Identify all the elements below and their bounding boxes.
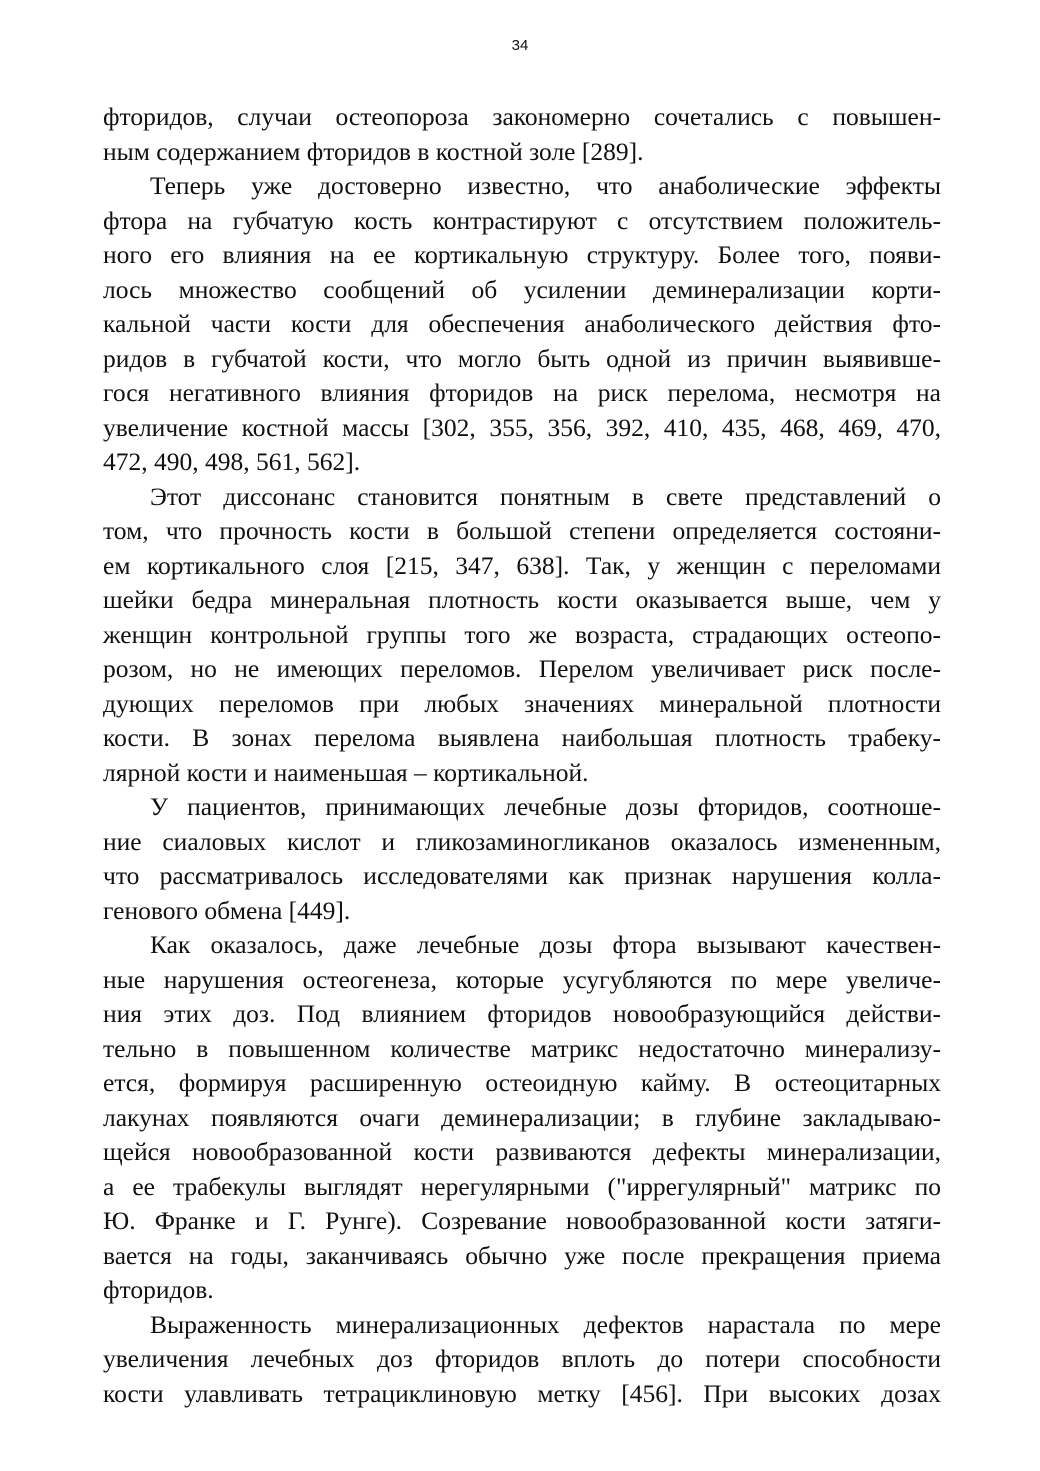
text-line: генового обмена [449]. [103,895,351,925]
text-line: фтора на губчатую кость контрастируют с отсутствием положитель- [103,205,941,235]
text-line: Этот диссонанс становится понятным в свете представлений о [150,481,941,511]
text-line: том, что прочность кости в большой степени определяется состояни- [103,516,941,545]
text-line: фторидов. [103,1275,214,1304]
text-line: лось множество сообщений об усилении деминерализации корти- [103,274,941,304]
paragraph [103,790,941,928]
text-line: увеличение костной массы [302, 355, 356, 392, 410, 435, 468, 469, 470, [103,412,941,442]
text-line: ные нарушения остеогенеза, которые усугубляются по мере увеличе- [103,964,941,994]
text-line: вается на годы, заканчиваясь обычно уже после прекращения приема [103,1240,941,1270]
text-line: Выраженность минерализационных дефектов нарастала по мере [150,1309,941,1339]
text-line: тельно в повышенном количестве матрикс недостаточно минерализу- [103,1033,941,1063]
text-line: Ю. Франке и Г. Рунге). Созревание новообразованной кости затяги- [103,1206,941,1235]
text-line: ного его влияния на ее кортикальную структуру. Более того, появи- [103,240,941,269]
text-line: фторидов, случаи остеопороза закономерно сочетались с повышен- [103,102,941,131]
text-line: увеличения лечебных доз фторидов вплоть до потери способности [103,1344,941,1373]
text-line: Как оказалось, даже лечебные дозы фтора вызывают качествен- [150,930,941,959]
text-line: кальной части кости для обеспечения анаболического действия фто- [103,309,941,338]
paragraph [103,1308,941,1412]
text-line: лакунах появляются очаги деминерализации; в глубине закладываю- [103,1102,941,1132]
document-body [103,100,941,1411]
text-line: кости. В зонах перелома выявлена наибольшая плотность трабеку- [103,723,941,752]
page-number: 34 [511,37,529,54]
text-line: ется, формируя расширенную остеоидную кайму. В остеоцитарных [103,1068,941,1097]
text-line: ридов в губчатой кости, что могло быть одной из причин выявивше- [103,343,941,373]
text-line: 472, 490, 498, 561, 562]. [103,447,361,476]
text-line: розом, но не имеющих переломов. Перелом увеличивает риск после- [103,654,941,683]
text-line: ния этих доз. Под влиянием фторидов новообразующийся действи- [103,999,941,1028]
text-line: ем кортикального слоя [215, 347, 638]. Так, у женщин с переломами [103,550,941,580]
text-line: У пациентов, принимающих лечебные дозы фторидов, соотноше- [150,792,941,821]
paragraph [103,928,941,1308]
text-line: ным содержанием фторидов в костной золе [289]. [103,136,644,166]
paragraph [103,100,941,169]
paragraph [103,480,941,791]
text-line: лярной кости и наименьшая – кортикальной. [103,757,589,787]
text-line: щейся новообразованной кости развиваются дефекты минерализации, [103,1137,941,1166]
text-line: ние сиаловых кислот и гликозаминогликанов оказалось измененным, [103,826,941,856]
text-line: гося негативного влияния фторидов на риск перелома, несмотря на [103,378,941,407]
text-line: а ее трабекулы выглядят нерегулярными ("иррегулярный" матрикс по [103,1171,941,1201]
text-line: Теперь уже достоверно известно, что анаболические эффекты [150,171,941,200]
text-line: дующих переломов при любых значениях минеральной плотности [103,688,941,718]
text-line: шейки бедра минеральная плотность кости оказывается выше, чем у [103,585,941,614]
paragraph [103,169,941,480]
text-line: кости улавливать тетрациклиновую метку [456]. При высоких дозах [103,1378,941,1408]
text-line: что рассматривалось исследователями как признак нарушения колла- [103,861,941,890]
text-line: женщин контрольной группы того же возраста, страдающих остеопо- [103,619,941,649]
